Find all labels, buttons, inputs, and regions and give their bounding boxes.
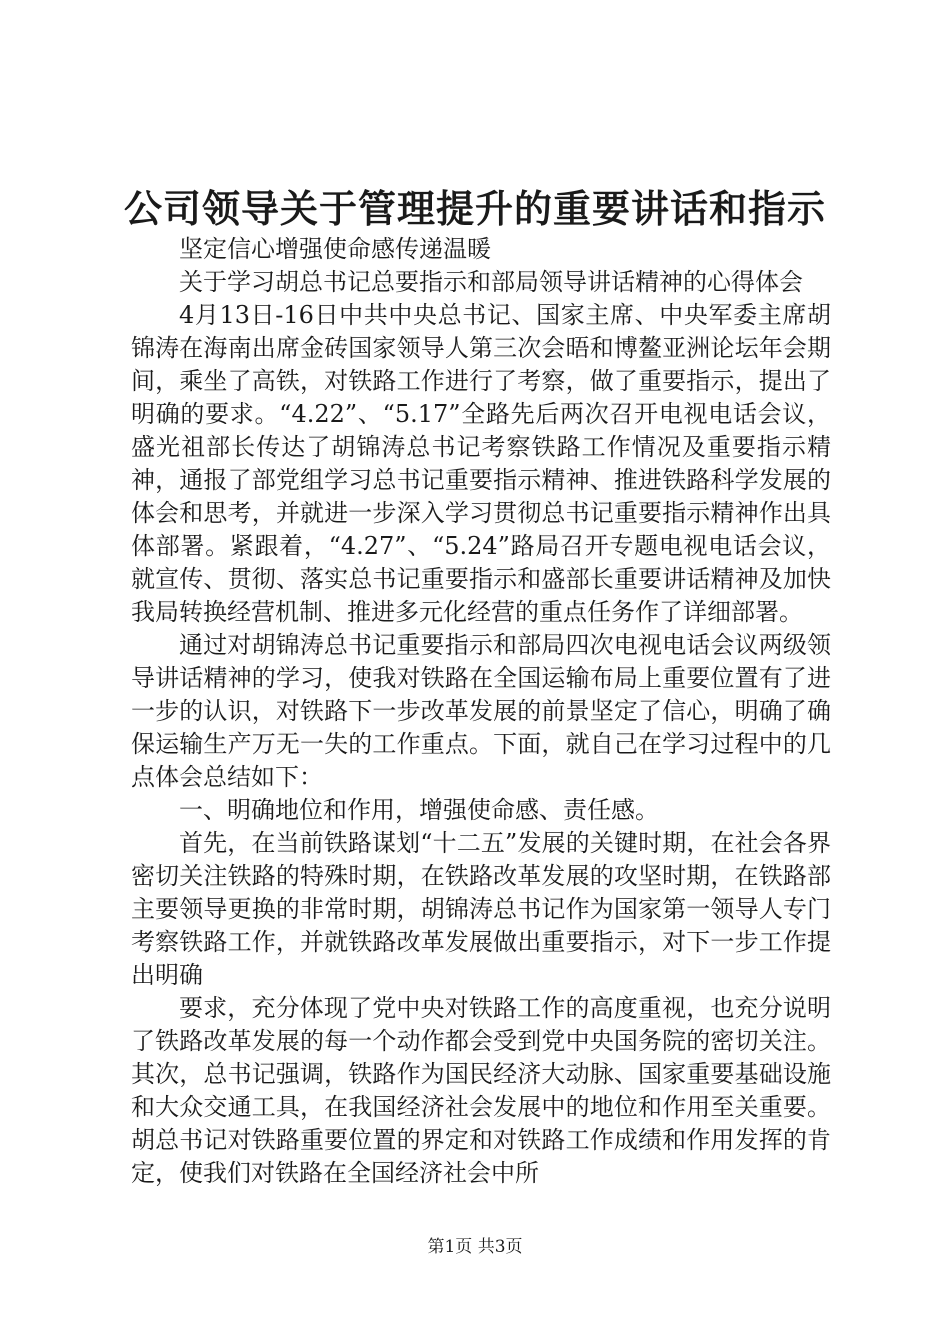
document-title: 公司领导关于管理提升的重要讲话和指示 — [123, 186, 826, 231]
section-heading: 一、明确地位和作用，增强使命感、责任感。 — [179, 796, 659, 824]
heading-paragraph: 关于学习胡总书记总要指示和部局领导讲话精神的心得体会 — [179, 268, 803, 296]
body-paragraph: 首先，在当前铁路谋划“十二五”发展的关键时期，在社会各界密切关注铁路的特殊时期，在铁路改革发展的攻坚时期，在铁路部主要领导更换的非常时期，胡锦涛总书记作为国家第一领导人专门考察铁路工作，并就铁路改革发展做出重要指示，对下一步工作提出明确 — [131, 829, 831, 989]
page-footer: 第1页 共3页 — [427, 1237, 523, 1257]
body-paragraph: 要求，充分体现了党中央对铁路工作的高度重视，也充分说明了铁路改革发展的每一个动作都会受到党中央国务院的密切关注。其次，总书记强调，铁路作为国民经济大动脉、国家重要基础设施和大众交通工具，在我国经济社会发展中的地位和作用至关重要。胡总书记对铁路重要位置的界定和对铁路工作成绩和作用发挥的肯定，使我们对铁路在全国经济社会中所 — [131, 994, 831, 1187]
body-paragraph: 4月13日-16日中共中央总书记、国家主席、中央军委主席胡锦涛在海南出席金砖国家领导人第三次会晤和博鳌亚洲论坛年会期间，乘坐了高铁，对铁路工作进行了考察，做了重要指示，提出了明确的要求。“4.22”、“5.17”全路先后两次召开电视电话会议，盛光祖部长传达了胡锦涛总书记考察铁路工作情况及重要指示精神，通报了部党组学习总书记重要指示精神、推进铁路科学发展的体会和思考，并就进一步深入学习贯彻总书记重要指示精神作出具体部署。紧跟着，“4.27”、“5.24”路局召开专题电视电话会议，就宣传、贯彻、落实总书记重要指示和盛部长重要讲话精神及加快我局转换经营机制、推进多元化经营的重点任务作了详细部署。 — [131, 301, 831, 626]
body-paragraph: 通过对胡锦涛总书记重要指示和部局四次电视电话会议两级领导讲话精神的学习，使我对铁路在全国运输布局上重要位置有了进一步的认识，对铁路下一步改革发展的前景坚定了信心，明确了确保运输生产万无一失的工作重点。下面，就自己在学习过程中的几点体会总结如下： — [131, 631, 831, 791]
subtitle-paragraph: 坚定信心增强使命感传递温暖 — [179, 235, 491, 263]
document-body — [131, 233, 831, 1190]
